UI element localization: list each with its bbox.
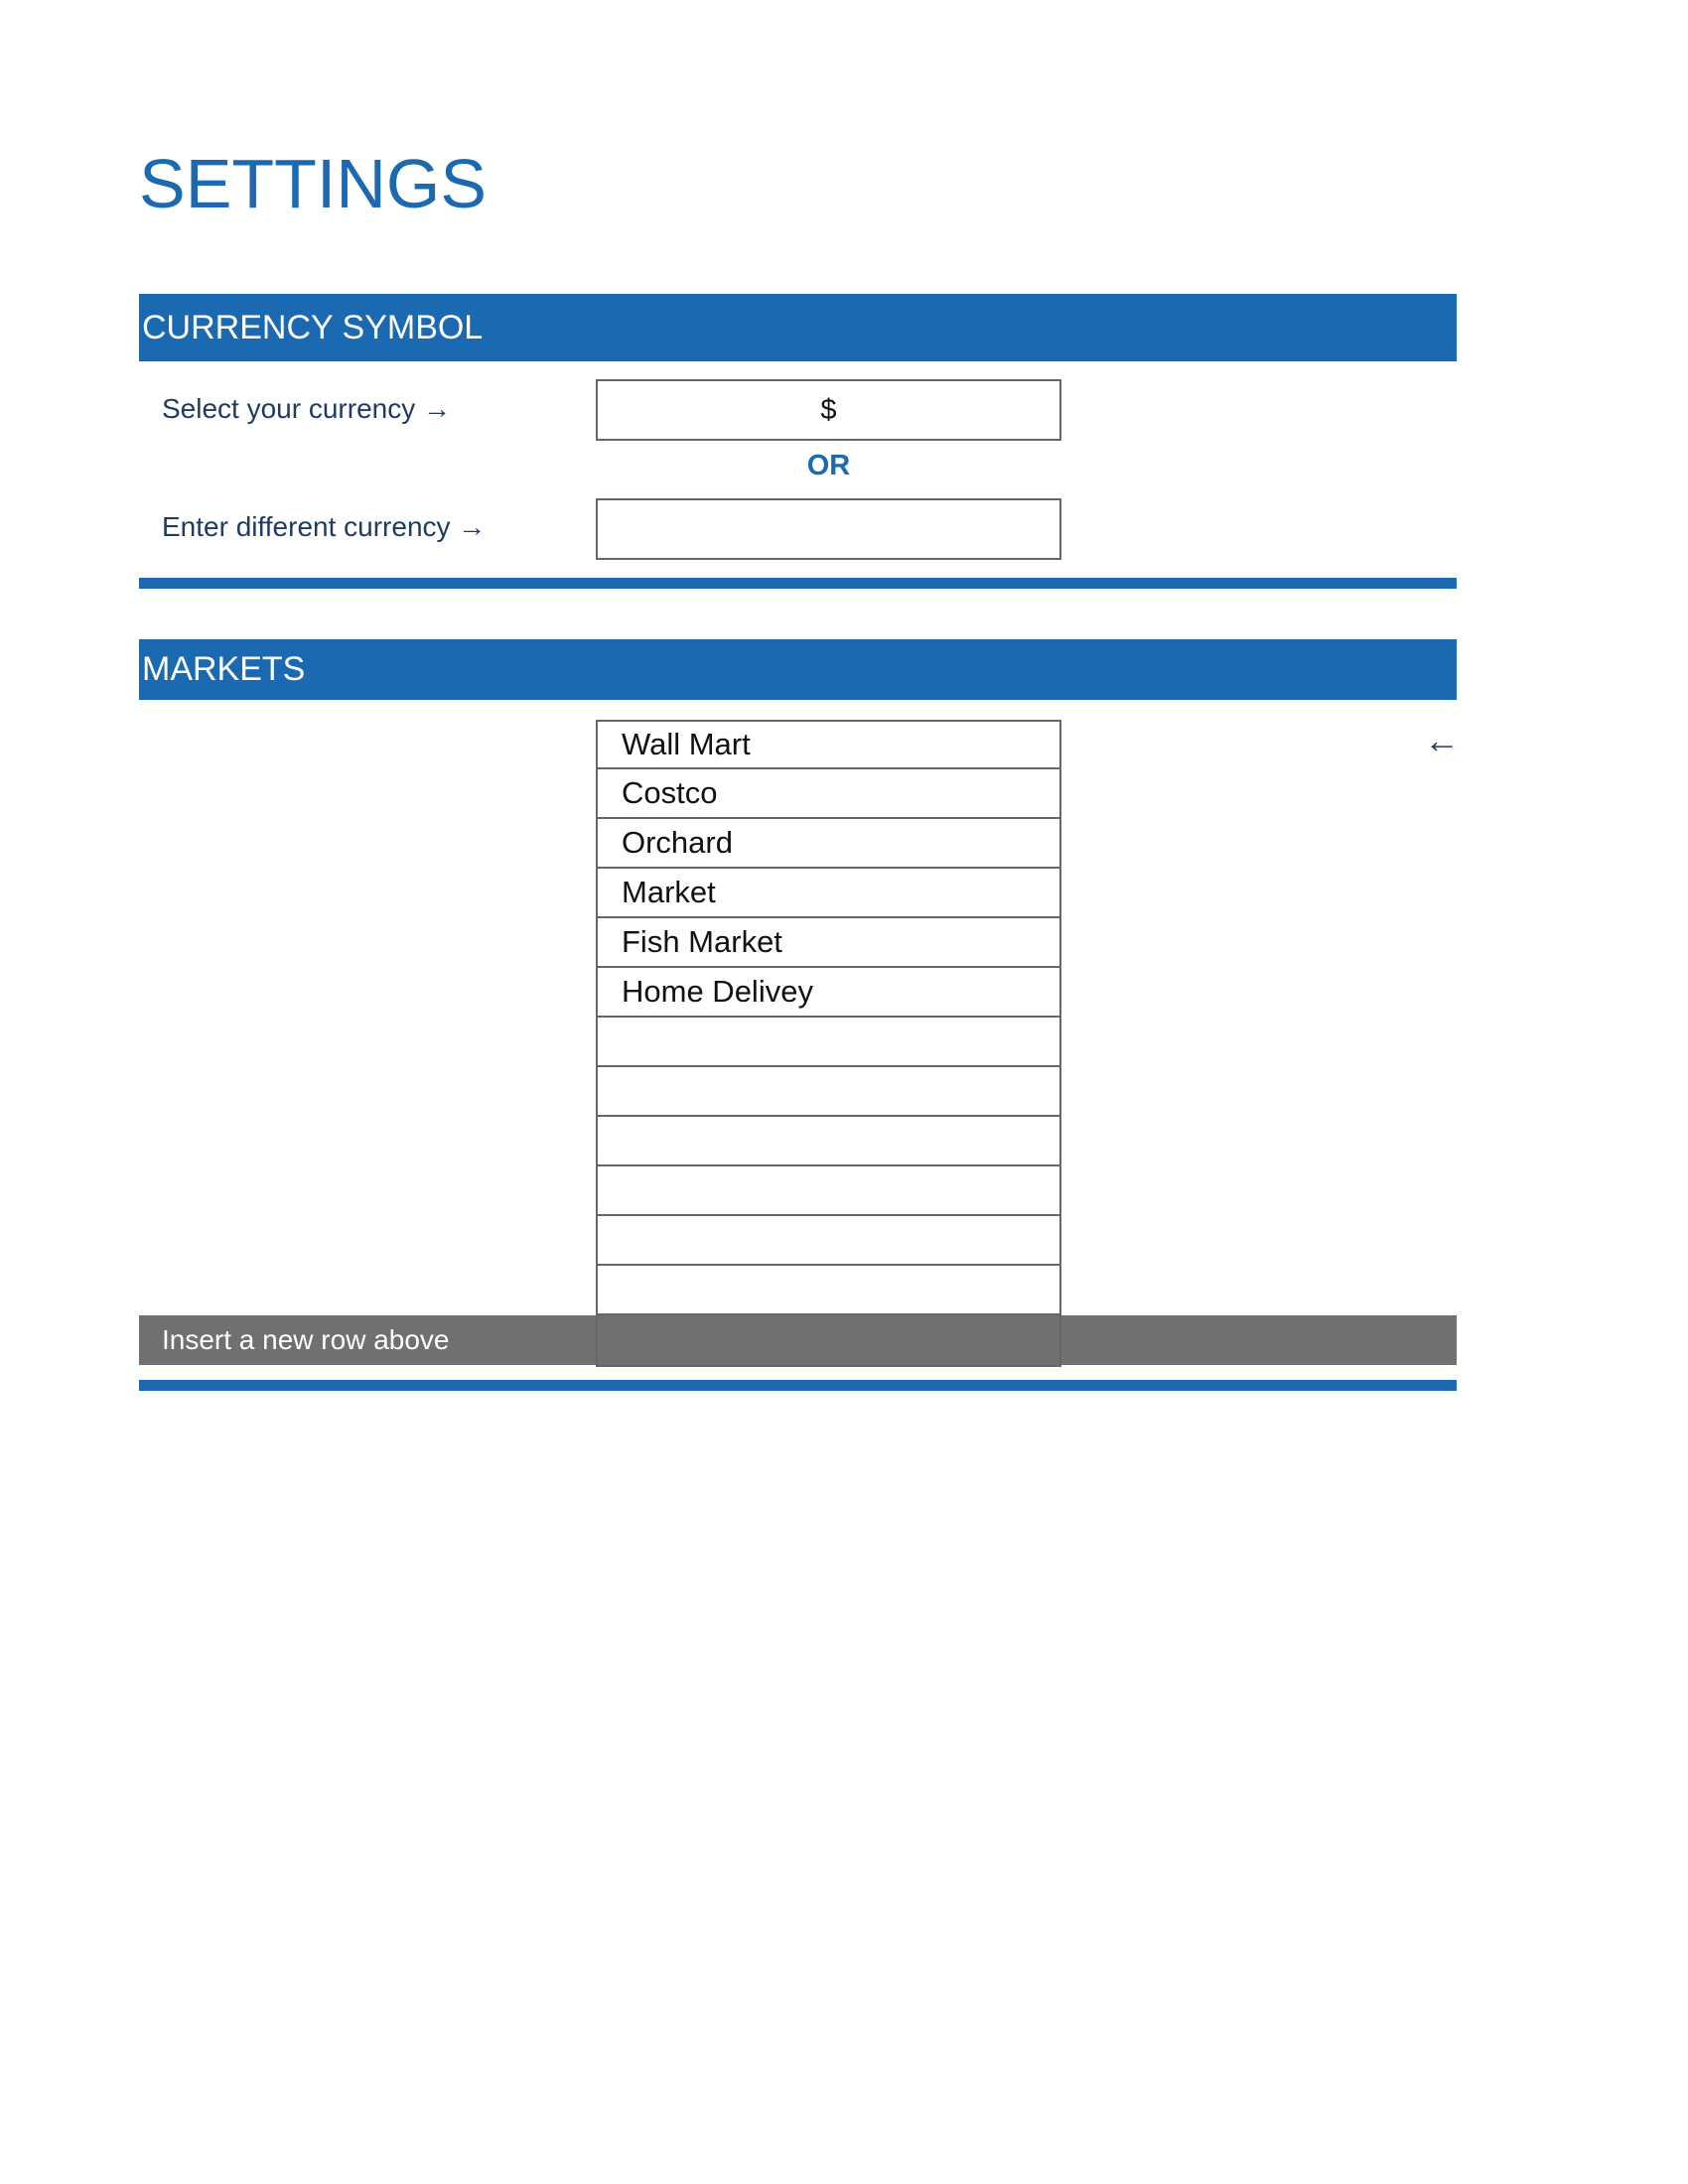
market-item[interactable]: Fish Market [596,918,1061,968]
insert-row-label: Insert a new row above [162,1324,450,1355]
market-item-empty[interactable] [596,1117,1061,1166]
market-item-empty[interactable] [596,1166,1061,1216]
market-item[interactable]: Wall Mart [596,720,1061,769]
market-item-empty[interactable] [596,1067,1061,1117]
custom-currency-input[interactable] [596,498,1061,560]
currency-section-header: CURRENCY SYMBOL [139,294,1457,361]
left-arrow-icon: ← [1424,720,1460,760]
currency-select-value: $ [820,393,837,426]
market-item-empty[interactable] [596,1216,1061,1266]
market-item[interactable]: Market [596,869,1061,918]
currency-section-divider [139,578,1457,589]
markets-list [596,720,1061,1315]
currency-select[interactable] [596,379,1061,441]
custom-currency-label: Enter different currency → [162,511,487,542]
market-item[interactable]: Costco [596,769,1061,819]
market-item[interactable]: Home Delivey [596,968,1061,1018]
insert-row-cell-outline [596,1315,1061,1367]
market-item-empty[interactable] [596,1018,1061,1067]
page-title: SETTINGS [139,145,488,222]
markets-section-header: MARKETS [139,639,1457,700]
or-label: OR [806,450,851,481]
select-currency-label: Select your currency → [162,393,451,424]
market-item-empty[interactable] [596,1266,1061,1315]
markets-section-divider [139,1380,1457,1391]
market-item[interactable]: Orchard [596,819,1061,869]
